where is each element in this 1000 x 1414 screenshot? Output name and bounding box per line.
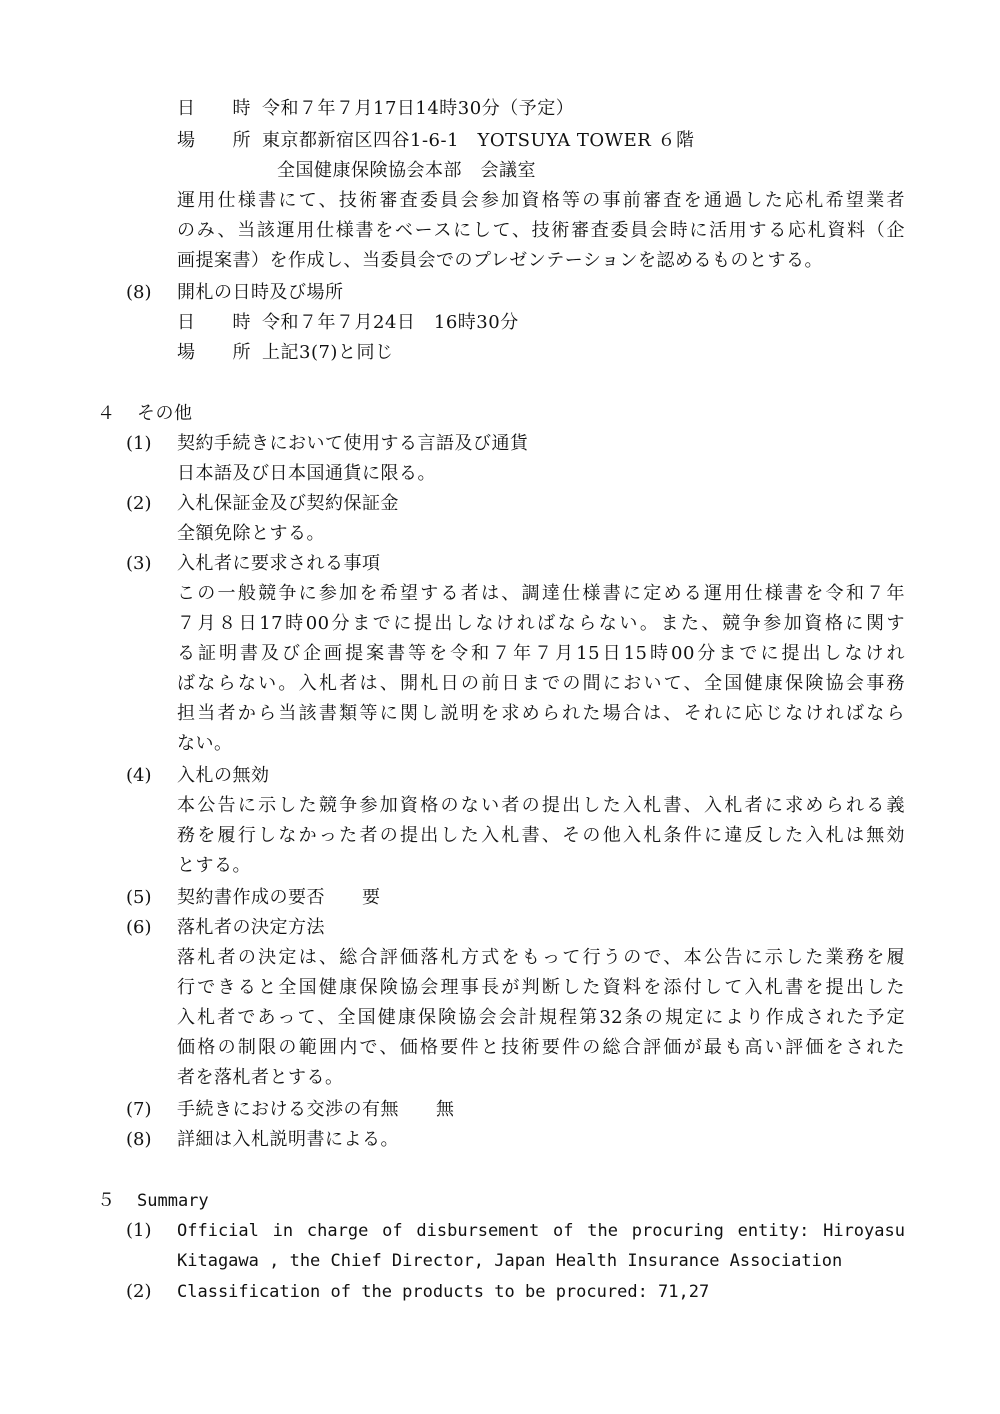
item-number: (7) [126,1099,152,1120]
item-title: 詳細は入札説明書による。 [177,1129,399,1150]
date-value: 令和７年７月24日 16時30分 [262,312,519,333]
item-text: 担当者から当該書類等に関し説明を求められた場合は、それに応じなければなら [177,703,905,724]
item-text: 価格の制限の範囲内で、価格要件と技術要件の総合評価が最も高い評価をされた [177,1037,905,1058]
item-text: 落札者の決定は、総合評価落札方式をもって行うので、本公告に示した業務を履 [177,947,905,968]
item-text: 全額免除とする。 [177,523,325,544]
summary-text: Kitagawa , the Chief Director, Japan Health Insurance Association [177,1251,843,1271]
place-value-room: 全国健康保険協会本部 会議室 [277,160,536,181]
item-number: (5) [126,887,152,908]
item-title: 落札者の決定方法 [177,917,325,938]
item-text: 行できると全国健康保険協会理事長が判断した資料を添付して入札書を提出した [177,977,905,998]
item-number: (3) [126,553,152,574]
item-title: 契約書作成の要否 要 [177,887,381,908]
item-title: 入札の無効 [177,765,270,786]
item-number: (4) [126,765,152,786]
section-title: Summary [137,1191,209,1211]
item-text: 日本語及び日本国通貨に限る。 [177,463,436,484]
item-text: この一般競争に参加を希望する者は、調達仕様書に定める運用仕様書を令和７年 [177,583,905,604]
item-number: (6) [126,917,152,938]
summary-text: Classification of the products to be procured: 71,27 [177,1282,710,1302]
date-value: 令和７年７月17日14時30分（予定） [262,98,575,119]
item-number: (2) [126,493,152,514]
item-title: 開札の日時及び場所 [177,282,344,303]
item-text: 者を落札者とする。 [177,1067,344,1088]
item-text: ７月８日17時00分までに提出しなければならない。また、競争参加資格に関す [177,613,905,634]
place-value: 東京都新宿区四谷1-6-1 YOTSUYA TOWER ６階 [262,130,695,151]
section-number: ４ [97,403,115,424]
item-text: る証明書及び企画提案書等を令和７年７月15日15時00分までに提出しなけれ [177,643,905,664]
item-number: (8) [126,282,152,303]
date-label: 日 時 [177,98,251,119]
item-title: 入札者に要求される事項 [177,553,381,574]
section-number: ５ [97,1190,115,1211]
item-text: 入札者であって、全国健康保険協会会計規程第32条の規定により作成された予定 [177,1007,905,1028]
date-label: 日 時 [177,312,251,333]
section-title: その他 [137,403,193,424]
item-title: 手続きにおける交渉の有無 無 [177,1099,455,1120]
item-number: (2) [126,1281,152,1302]
item-number: (1) [126,1220,152,1241]
item-number: (1) [126,433,152,454]
item-title: 契約手続きにおいて使用する言語及び通貨 [177,433,529,454]
place-value: 上記3(7)と同じ [262,342,394,363]
item-number: (8) [126,1129,152,1150]
item-title: 入札保証金及び契約保証金 [177,493,399,514]
item-text: 務を履行しなかった者の提出した入札書、その他入札条件に違反した入札は無効 [177,825,905,846]
item-text: ない。 [177,733,233,754]
place-label: 場 所 [177,130,251,151]
paragraph-line: 画提案書）を作成し、当委員会でのプレゼンテーションを認めるものとする。 [177,250,824,271]
summary-text: Official in charge of disbursement of the procuring entity: Hiroyasu [177,1221,905,1241]
item-text: とする。 [177,855,251,876]
paragraph-line: 運用仕様書にて、技術審査委員会参加資格等の事前審査を通過した応札希望業者 [177,190,905,211]
place-label: 場 所 [177,342,251,363]
item-text: ばならない。入札者は、開札日の前日までの間において、全国健康保険協会事務 [177,673,905,694]
item-text: 本公告に示した競争参加資格のない者の提出した入札書、入札者に求められる義 [177,795,905,816]
paragraph-line: のみ、当該運用仕様書をベースにして、技術審査委員会時に活用する応札資料（企 [177,220,905,241]
